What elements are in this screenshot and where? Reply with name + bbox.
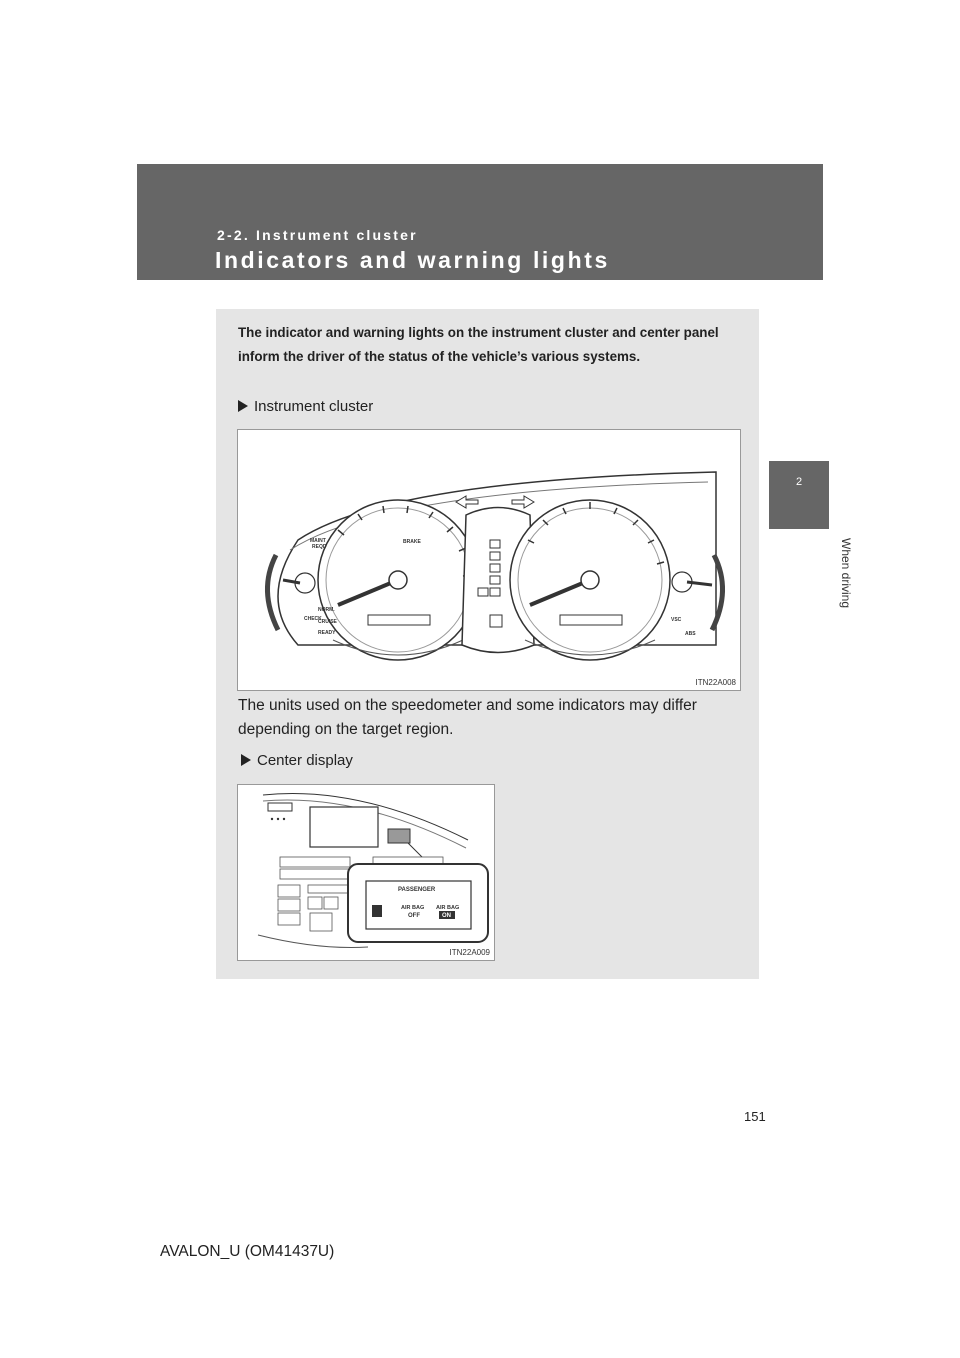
chapter-number: 2 [795,476,803,488]
airbag-off-label: OFF [408,913,420,919]
page-title: Indicators and warning lights [215,247,610,273]
instrument-cluster-illustration [238,430,740,690]
bullet-label: Center display [257,752,353,769]
section-label: 2-2. Instrument cluster [217,227,418,243]
figure-code: ITN22A009 [449,948,490,957]
norm-label: NORM. [318,607,335,613]
document-footer: AVALON_U (OM41437U) [160,1243,335,1260]
abs-label: ABS [685,631,696,637]
figure-code: ITN22A008 [695,678,736,687]
bullet-center-display [241,752,353,769]
chapter-header [137,164,823,280]
maint-label: MAINT [310,538,326,544]
brake-label: BRAKE [403,539,421,545]
triangle-bullet-icon [241,754,251,766]
reqd-label: REQD [312,544,327,550]
bullet-label: Instrument cluster [254,398,374,415]
bullet-instrument-cluster [238,398,373,415]
page-number: 151 [744,1109,766,1124]
region-note: The units used on the speedometer and some indicators may differ depending on the target region. [238,697,697,738]
passenger-label: PASSENGER [398,887,436,893]
triangle-bullet-icon [238,400,248,412]
content-box [216,309,759,979]
chapter-tab [769,461,829,529]
airbag-off-top-label: AIR BAG [401,905,425,911]
center-display-figure [237,784,495,961]
chapter-tab-label [836,538,856,638]
cruise-label: CRUISE [318,619,337,625]
check-label: CHECK [304,616,322,622]
instrument-cluster-figure [237,429,741,691]
airbag-on-top-label: AIR BAG [436,905,460,911]
vsc-label: VSC [671,617,682,623]
intro-text: The indicator and warning lights on the instrument cluster and center panel inform the driver of the status of the vehicle’s various systems. [238,325,719,364]
ready-label: READY [318,630,336,636]
chapter-tab-text: When driving [839,538,853,609]
center-display-illustration [238,785,494,960]
airbag-on-label: ON [442,913,451,919]
